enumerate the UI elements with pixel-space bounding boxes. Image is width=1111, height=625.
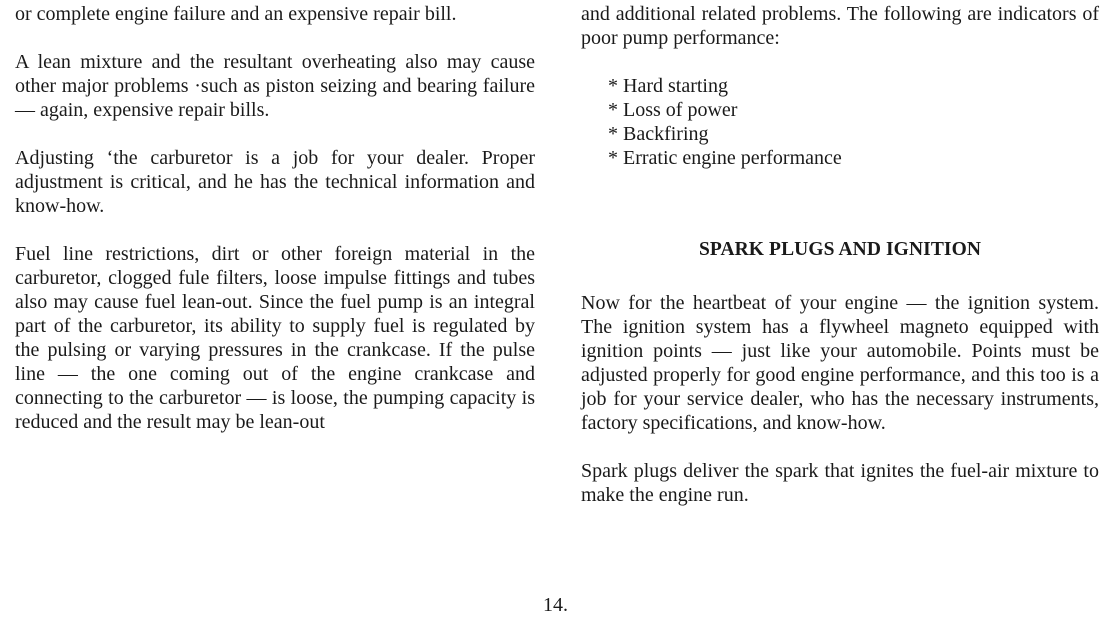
right-column (581, 2, 1099, 531)
list-item: * Erratic engine performance (608, 147, 842, 169)
page-number: 14. (543, 594, 568, 616)
left-column (15, 2, 535, 458)
paragraph: Now for the heartbeat of your engine — the ignition system. The ignition system has a flywheel magneto equipped with ignition points — just like your automobile. Points must be adjusted properly for good engine performance, and this too is a job for your service dealer, who has the necessary instruments, factory specifications, and know-how. (581, 292, 1099, 434)
indicator-list (581, 74, 1099, 170)
section-heading: SPARK PLUGS AND IGNITION (698, 239, 982, 260)
list-item: * Hard starting (608, 75, 728, 97)
paragraph: A lean mixture and the resultant overheating also may cause other major problems ·such as piston seizing and bearing failure — again, expensive repair bills. (15, 51, 535, 121)
paragraph: or complete engine failure and an expensive repair bill. (15, 3, 457, 25)
list-item: * Backfiring (608, 123, 709, 145)
paragraph: Adjusting ʻthe carburetor is a job for your dealer. Proper adjustment is critical, and he has the technical information and know-how. (15, 147, 535, 217)
intro-paragraph: and additional related problems. The following are indicators of poor pump performance: (581, 3, 1099, 49)
paragraph: Fuel line restrictions, dirt or other foreign material in the carburetor, clogged fule filters, loose impulse fittings and tubes also may cause fuel lean-out. Since the fuel pump is an integral part of the carburetor, its ability to supply fuel is regulated by the pulsing or varying pressures in the crankcase. If the pulse line — the one coming out of the engine crankcase and connecting to the carburetor — is loose, the pumping capacity is reduced and the result may be lean-out (15, 243, 535, 433)
paragraph: Spark plugs deliver the spark that ignites the fuel-air mixture to make the engine run. (581, 460, 1099, 506)
list-item: * Loss of power (608, 99, 738, 121)
